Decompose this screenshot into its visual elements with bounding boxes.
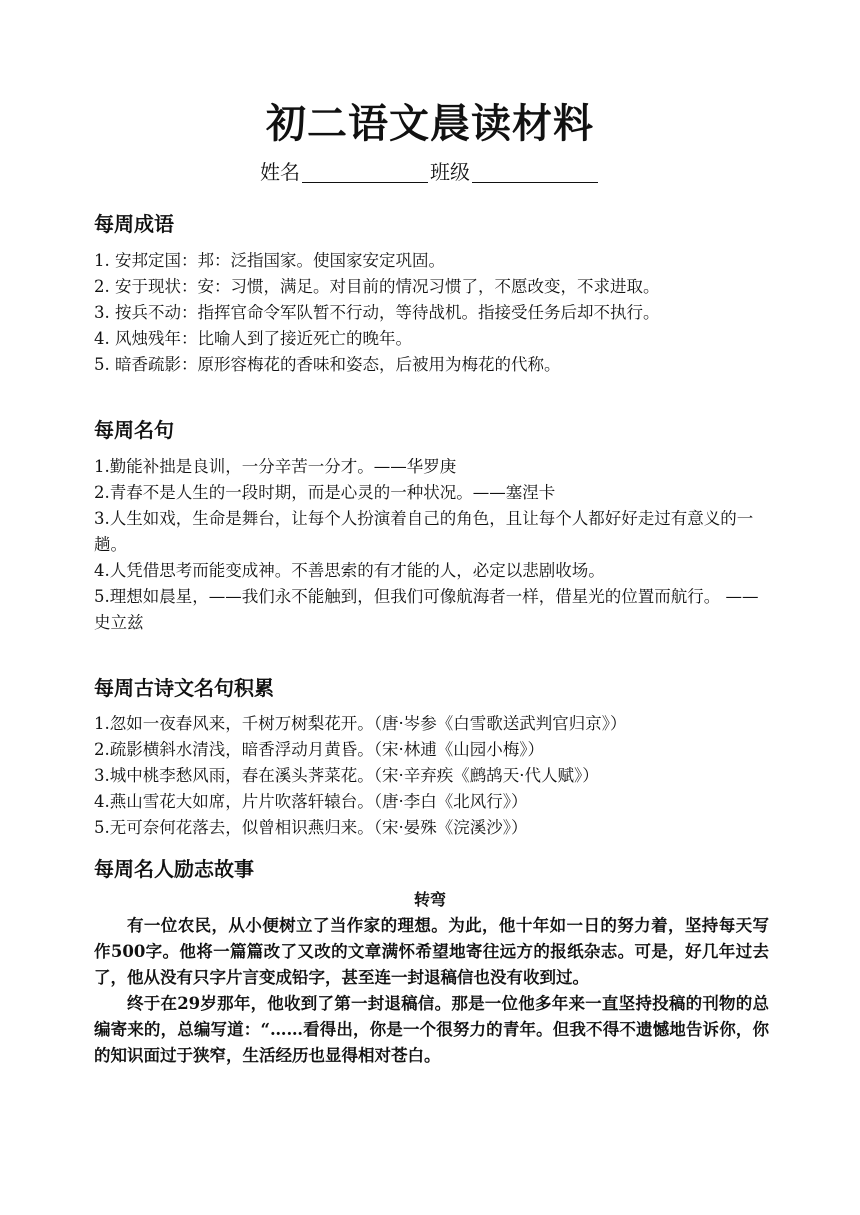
- story-heading: 每周名人励志故事: [94, 857, 254, 881]
- list-item: 5. 暗香疏影：原形容梅花的香味和姿态，后被用为梅花的代称。: [94, 355, 561, 374]
- quotes-heading: 每周名句: [94, 418, 174, 442]
- name-label: 姓名: [260, 160, 300, 184]
- name-class-line: [0, 156, 860, 185]
- story-paragraph: 终于在29岁那年，他收到了第一封退稿信。那是一位他多年来一直坚持投稿的刊物的总编寄来的，总编写道：“……看得出，你是一个很努力的青年。但我不得不遗憾地告诉你，你的知识面过于狭窄，生活经历也显得相对苍白。: [94, 994, 769, 1065]
- list-item: 5.理想如晨星，——我们永不能触到，但我们可像航海者一样，借星光的位置而航行。 ——史立兹: [94, 587, 759, 632]
- list-item: 2. 安于现状：安：习惯，满足。对目前的情况习惯了，不愿改变，不求进取。: [94, 277, 660, 296]
- idioms-heading: 每周成语: [94, 212, 174, 236]
- list-item: 4.人凭借思考而能变成神。不善思索的有才能的人，必定以悲剧收场。: [94, 561, 605, 580]
- class-blank[interactable]: [472, 162, 598, 183]
- story-body: [94, 913, 769, 1069]
- list-item: 4. 风烛残年：比喻人到了接近死亡的晚年。: [94, 329, 412, 348]
- list-item: 5.无可奈何花落去，似曾相识燕归来。（宋·晏殊《浣溪沙》）: [94, 818, 528, 837]
- list-item: 1.勤能补拙是良训，一分辛苦一分才。——华罗庚: [94, 457, 457, 476]
- list-item: 3.城中桃李愁风雨，春在溪头荠菜花。（宋·辛弃疾《鹧鸪天·代人赋》）: [94, 766, 599, 785]
- list-item: 3. 按兵不动：指挥官命令军队暂不行动，等待战机。指接受任务后却不执行。: [94, 303, 660, 322]
- quotes-list: [94, 454, 769, 636]
- list-item: 3.人生如戏，生命是舞台，让每个人扮演着自己的角色，且让每个人都好好走过有意义的一趟。: [94, 509, 754, 554]
- poems-list: [94, 711, 769, 841]
- list-item: 2.疏影横斜水清浅，暗香浮动月黄昏。（宋·林逋《山园小梅》）: [94, 740, 544, 759]
- name-blank[interactable]: [302, 162, 428, 183]
- list-item: 2.青春不是人生的一段时期，而是心灵的一种状况。——塞涅卡: [94, 483, 556, 502]
- story-paragraph: 有一位农民，从小便树立了当作家的理想。为此，他十年如一日的努力着，坚持每天写作500字。他将一篇篇改了又改的文章满怀希望地寄往远方的报纸杂志。可是，好几年过去了，他从没有只字片言变成铅字，甚至连一封退稿信也没有收到过。: [94, 916, 769, 987]
- class-label: 班级: [430, 160, 470, 184]
- list-item: 4.燕山雪花大如席，片片吹落轩辕台。（唐·李白《北风行》）: [94, 792, 528, 811]
- poems-heading: 每周古诗文名句积累: [94, 676, 274, 700]
- list-item: 1.忽如一夜春风来，千树万树梨花开。（唐·岑参《白雪歌送武判官归京》）: [94, 714, 627, 733]
- document-title: 初二语文晨读材料: [266, 100, 594, 147]
- story-title: 转弯: [413, 890, 446, 909]
- idioms-list: [94, 248, 769, 378]
- list-item: 1. 安邦定国：邦：泛指国家。使国家安定巩固。: [94, 251, 445, 270]
